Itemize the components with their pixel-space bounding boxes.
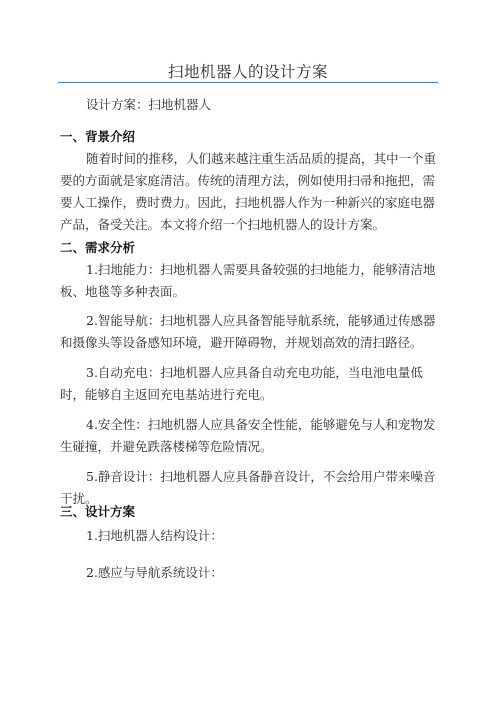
paragraph-background: 随着时间的推移，人们越来越注重生活品质的提高，其中一个重要的方面就是家庭清洁。传统的清理方法，例如使用扫帚和拖把，需要人工操作，费时费力。因此，扫地机器人作为一种新兴的家庭电器产品，备受关注。本文将介绍一个扫地机器人的设计方案。 — [60, 151, 437, 232]
requirement-item-4: 4.安全性：扫地机器人应具备安全性能，能够避免与人和宠物发生碰撞，并避免跌落楼梯等危险情况。 — [60, 417, 436, 454]
subtitle-line: 设计方案：扫地机器人 — [86, 97, 212, 112]
document-title: 扫地机器人的设计方案 — [167, 63, 328, 81]
design-item-1: 1.扫地机器人结构设计： — [86, 528, 223, 543]
requirement-item-5: 5.静音设计：扫地机器人应具备静音设计，不会给用户带来噪音干扰。 — [60, 469, 436, 506]
requirement-item-1: 1.扫地能力：扫地机器人需要具备较强的扫地能力，能够清洁地板、地毯等多种表面。 — [60, 262, 436, 299]
design-item-2: 2.感应与导航系统设计： — [86, 565, 223, 580]
section-heading-background: 一、背景介绍 — [60, 129, 136, 144]
requirement-item-2: 2.智能导航：扫地机器人应具备智能导航系统，能够通过传感器和摄像头等设备感知环境，避开障碍物，并规划高效的清扫路径。 — [60, 313, 436, 350]
title-divider — [58, 82, 438, 83]
section-heading-design: 三、设计方案 — [60, 504, 136, 519]
requirement-item-3: 3.自动充电：扫地机器人应具备自动充电功能，当电池电量低时，能够自主返回充电基站进行充电。 — [60, 365, 423, 402]
section-heading-requirements: 二、需求分析 — [60, 240, 136, 255]
